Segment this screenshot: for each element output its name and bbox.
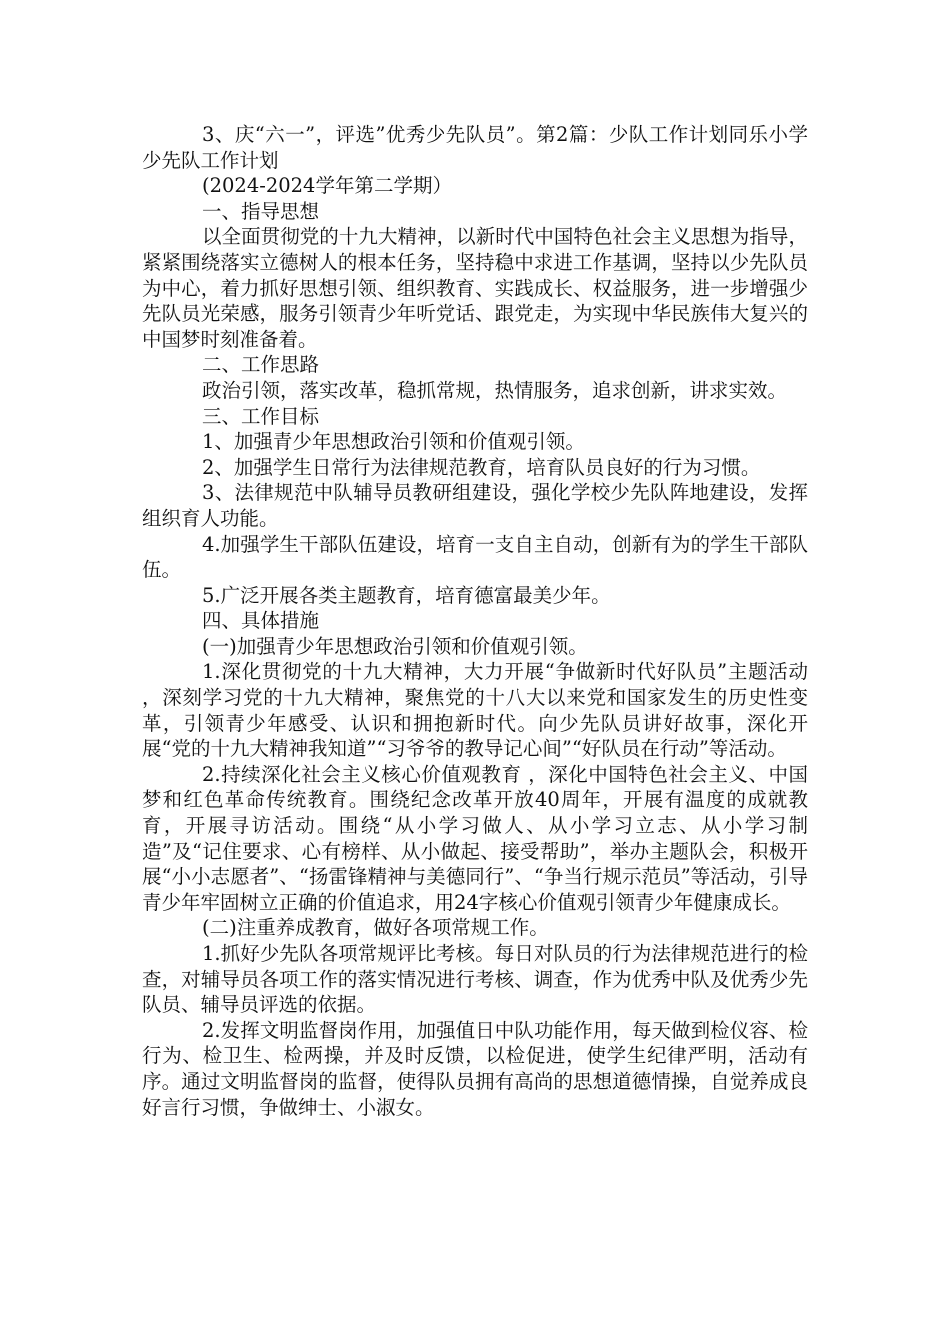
goal-item-5: 5.广泛开展各类主题教育，培育德富最美少年。 [202, 583, 611, 607]
goal-item-3: 3、法律规范中队辅导员教研组建设，强化学校少先队阵地建设，发挥组织育人功能。 [142, 481, 808, 530]
heading-specific-measures: 四、具体措施 [202, 609, 320, 633]
heading-work-approach: 二、工作思路 [202, 353, 320, 377]
goal-item-2: 2、加强学生日常行为法律规范教育，培育队员良好的行为习惯。 [202, 455, 761, 479]
subheading-measure-2: (二)注重养成教育，做好各项常规工作。 [202, 916, 549, 940]
heading-work-goals: 三、工作目标 [202, 404, 320, 428]
measure-2-item-1: 1.抓好少先队各项常规评比考核。每日对队员的行为法律规范进行的检查，对辅导员各项工作的落实情况进行考核、调查，作为优秀中队及优秀少先队员、辅导员评选的依据。 [142, 942, 808, 1017]
paragraph-guiding-thought: 以全面贯彻党的十九大精神，以新时代中国特色社会主义思想为指导，紧紧围绕落实立德树人的根本任务，坚持稳中求进工作基调，坚持以少先队员为中心，着力抓好思想引领、组织教育、实践成长、权益服务，进一步增强少先队员光荣感，服务引领青少年听党话、跟党走，为实现中华民族伟大复兴的中国梦时刻准备着。 [142, 225, 808, 351]
goal-item-4: 4.加强学生干部队伍建设，培育一支自主自动，创新有为的学生干部队伍。 [142, 532, 808, 582]
goal-item-1: 1、加强青少年思想政治引领和价值观引领。 [202, 430, 585, 454]
paragraph-work-approach: 政治引领，落实改革，稳抓常规，热情服务，追求创新，讲求实效。 [202, 378, 788, 402]
heading-guiding-thought: 一、指导思想 [202, 199, 320, 223]
measure-1-item-1: 1.深化贯彻党的十九大精神，大力开展“争做新时代好队员”主题活动 ，深刻学习党的十九大精神，聚焦党的十八大以来党和国家发生的历史性变革，引领青少年感受、认识和拥抱新时代。向少先队员讲好故事，深化开展“党的十九大精神我知道”“习爷爷的教导记心间”“好队员在行动”等活动。 [142, 660, 808, 761]
document-body [142, 122, 808, 1120]
measure-1-item-2: 2.持续深化社会主义核心价值观教育 ，深化中国特色社会主义、中国梦和红色革命传统教育。围绕纪念改革开放40周年，开展有温度的成就教育，开展寻访活动。围绕“从小学习做人、从小学习立志、从小学习制造”及“记住要求、心有榜样、从小做起、接受帮助”，举办主题队会，积极开展“小小志愿者”、“扬雷锋精神与美德同行”、“争当行规示范员”等活动，引导青少年牢固树立正确的价值追求，用24字核心价值观引领青少年健康成长。 [142, 762, 808, 914]
measure-2-item-2: 2.发挥文明监督岗作用，加强值日中队功能作用，每天做到检仪容、检行为、检卫生、检两操，并及时反馈，以检促进，使学生纪律严明，活动有序。通过文明监督岗的监督，使得队员拥有高尚的思想道德情操，自觉养成良好言行习惯，争做绅士、小淑女。 [142, 1018, 808, 1119]
subheading-measure-1: (一)加强青少年思想政治引领和价值观引领。 [202, 634, 588, 658]
paragraph-school-year: (2024-2024学年第二学期） [202, 174, 452, 198]
paragraph-intro-item-3: 3、庆“六一”，评选”优秀少先队员”。第2篇：少队工作计划同乐小学少先队工作计划 [142, 123, 808, 172]
